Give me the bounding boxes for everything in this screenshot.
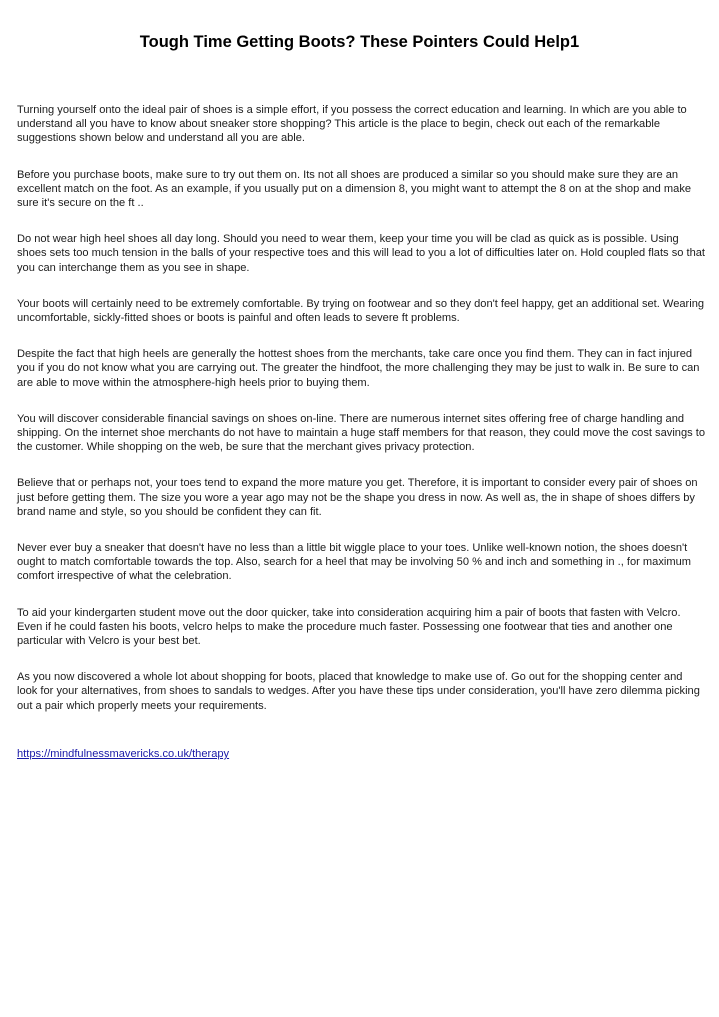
paragraph-10: As you now discovered a whole lot about shopping for boots, placed that knowledge to make use of. Go out for the shopping center and look for your alternatives, from shoes to sandals to wedges. After you have these tips under consideration, you'll have zero dilemma picking out a pair which properly meets your requirements. — [17, 671, 700, 712]
paragraph-2: Before you purchase boots, make sure to try out them on. Its not all shoes are produced a similar so you should make sure they are an excellent match on the foot. As an example, if you usually put on a dimension 8, you might want to attempt the 8 on at the shop and make sure it's secure on the ft .. — [17, 168, 692, 210]
paragraph-4: Your boots will certainly need to be extremely comfortable. By trying on footwear and so they don't feel happy, get an additional set. Wearing uncomfortable, sickly-fitted shoes or boots is painful and often leads to severe ft problems. — [17, 297, 705, 325]
paragraph-6: You will discover considerable financial savings on shoes on-line. There are numerous internet sites offering free of charge handling and shipping. On the internet shoe merchants do not have to maintain a huge staff members for that reason, they could move the cost savings to the customer. While shopping on the web, be sure that the merchant gives privacy protection. — [17, 412, 706, 454]
page-title: Tough Time Getting Boots? These Pointers Could Help1 — [139, 33, 580, 51]
paragraph-7: Believe that or perhaps not, your toes tend to expand the more mature you get. Therefore, it is important to consider every pair of shoes on just before getting them. The size you wore a year ago may not be the shape you dress in now. As well as, the in shape of shoes differs by brand name and style, so you should be confident they can fit. — [17, 477, 698, 518]
paragraph-8: Never ever buy a sneaker that doesn't have no less than a little bit wiggle place to your toes. Unlike well-known notion, the shoes doesn't ought to match comfortable towards the top. Also, search for a heel that may be involving 50 % and inch and something in ., for maximum comfort irrespective of what the celebration. — [17, 542, 691, 583]
paragraph-1: Turning yourself onto the ideal pair of shoes is a simple effort, if you possess the correct education and learning. In which are you able to understand all you have to know about sneaker store shopping? This article is the place to begin, check out each of the remarkable suggestions shown below and understand all you are able. — [17, 104, 687, 145]
therapy-link[interactable]: https://mindfulnessmavericks.co.uk/therapy — [17, 748, 230, 760]
paragraph-3: Do not wear high heel shoes all day long. Should you need to wear them, keep your time you will be clad as quick as is possible. Using shoes sets too much tension in the balls of your respective toes and this will lead to you a lot of difficulties later on. Hold coupled flats so that you can interchange them as you see in shape. — [17, 233, 705, 274]
article-body — [17, 103, 705, 735]
paragraph-5: Despite the fact that high heels are generally the hottest shoes from the merchants, take care once you find them. They can in fact injured you if you do not know what you are carrying out. The greater the hindfoot, the more challenging they may be just to walk in. Be sure to can are able to move within the atmosphere-high heels prior to buying them. — [17, 348, 700, 389]
paragraph-9: To aid your kindergarten student move out the door quicker, take into consideration acquiring him a pair of boots that fasten with Velcro. Even if he could fasten his boots, velcro helps to make the procedure much faster. Possessing one footwear that ties and another one particular with Velcro is your best bet. — [17, 606, 681, 648]
